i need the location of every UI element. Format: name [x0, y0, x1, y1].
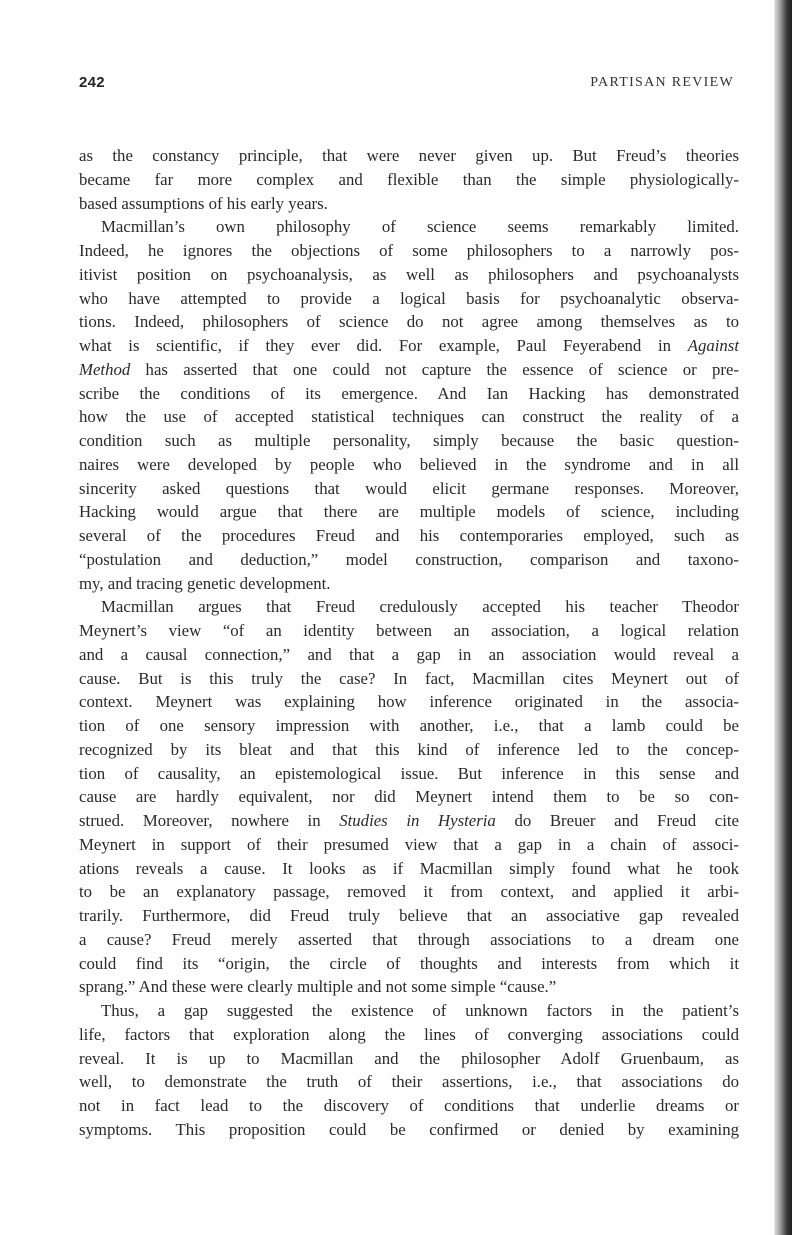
text-line — [79, 144, 739, 168]
journal-title: PARTISAN REVIEW — [590, 75, 734, 90]
text-line — [79, 548, 739, 572]
text-line — [79, 1070, 739, 1094]
text-segment: condition such as multiple personality, simply because the basic question- — [79, 431, 739, 450]
text-line — [79, 287, 739, 311]
text-line — [79, 785, 739, 809]
text-segment: do Breuer and Freud cite — [495, 811, 739, 830]
text-line — [79, 310, 739, 334]
text-line — [79, 809, 739, 833]
text-line — [79, 215, 739, 239]
text-line — [79, 762, 739, 786]
text-line — [79, 239, 739, 263]
text-segment: symptoms. This proposition could be confirmed or denied by examining — [79, 1119, 739, 1139]
text-line — [79, 999, 739, 1023]
text-line — [79, 1094, 739, 1118]
text-segment: several of the procedures Freud and his contemporaries employed, such as — [79, 526, 739, 545]
italic-title: Studies in Hysteria — [339, 811, 496, 830]
text-segment: ations reveals a cause. It looks as if Macmillan simply found what he took — [79, 858, 739, 878]
text-line — [79, 714, 739, 738]
text-line — [79, 429, 739, 453]
text-segment: tions. Indeed, philosophers of science do not agree among themselves as to — [79, 312, 739, 332]
text-line — [79, 1047, 739, 1071]
text-segment: Macmillan’s own philosophy of science seems remarkably limited. — [101, 217, 739, 237]
text-line — [79, 667, 739, 691]
text-segment: Meynert in support of their presumed view that a gap in a chain of associ- — [79, 834, 739, 854]
text-segment: Thus, a gap suggested the existence of unknown factors in the patient’s — [101, 1001, 739, 1020]
text-segment: Hacking would argue that there are multiple models of science, including — [79, 502, 739, 522]
text-line — [79, 975, 739, 999]
text-line — [79, 643, 739, 667]
text-segment: sincerity asked questions that would elicit germane responses. Moreover, — [79, 478, 739, 498]
text-segment: itivist position on psychoanalysis, as well as philosophers and psychoanalysts — [79, 264, 739, 284]
italic-title: Method — [79, 359, 131, 379]
text-line — [79, 857, 739, 881]
body-text — [79, 144, 739, 1142]
text-segment: tion of one sensory impression with another, i.e., that a lamb could be — [79, 716, 739, 735]
italic-title: Against — [687, 336, 739, 355]
text-segment: reveal. It is up to Macmillan and the philosopher Adolf Gruenbaum, as — [79, 1048, 739, 1068]
text-segment: Macmillan argues that Freud credulously accepted his teacher Theodor — [101, 597, 739, 617]
text-segment: scribe the conditions of its emergence. And Ian Hacking has demonstrated — [79, 383, 739, 403]
text-line — [79, 619, 739, 643]
text-line — [79, 738, 739, 762]
text-segment: how the use of accepted statistical techniques can construct the reality of a — [79, 407, 739, 427]
text-segment: as the constancy principle, that were never given up. But Freud’s theories — [79, 146, 739, 165]
text-segment: tion of causality, an epistemological issue. But inference in this sense and — [79, 763, 739, 783]
text-segment: and a causal connection,” and that a gap in an association would reveal a — [79, 644, 739, 664]
text-line — [79, 192, 739, 216]
text-segment: strued. Moreover, nowhere in — [79, 811, 340, 830]
text-line — [79, 168, 739, 192]
text-segment: “postulation and deduction,” model construction, comparison and taxono- — [79, 549, 739, 569]
text-segment: what is scientific, if they ever did. For example, Paul Feyerabend in — [79, 336, 688, 355]
text-segment: has asserted that one could not capture the essence of science or pre- — [130, 359, 739, 379]
text-segment: could find its “origin, the circle of thoughts and interests from which it — [79, 953, 739, 973]
text-line — [79, 952, 739, 976]
text-line — [79, 1023, 739, 1047]
text-line — [79, 524, 739, 548]
text-line — [79, 334, 739, 358]
text-segment: sprang.” And these were clearly multiple and not some simple “cause.” — [79, 977, 557, 997]
text-segment: Indeed, he ignores the objections of some philosophers to a narrowly pos- — [79, 241, 739, 260]
text-line — [79, 928, 739, 952]
text-line — [79, 405, 739, 429]
text-segment: naires were developed by people who believed in the syndrome and in all — [79, 454, 739, 474]
text-line — [79, 880, 739, 904]
text-segment: based assumptions of his early years. — [79, 193, 328, 213]
text-line — [79, 382, 739, 406]
text-segment: trarily. Furthermore, did Freud truly believe that an associative gap revealed — [79, 906, 739, 925]
text-line — [79, 1118, 739, 1142]
text-line — [79, 833, 739, 857]
text-line — [79, 263, 739, 287]
page-number: 242 — [79, 74, 105, 91]
text-segment: Meynert’s view “of an identity between an association, a logical relation — [79, 621, 739, 640]
text-segment: context. Meynert was explaining how inference originated in the associa- — [79, 692, 739, 712]
text-line — [79, 500, 739, 524]
text-segment: a cause? Freud merely asserted that through associations to a dream one — [79, 929, 739, 949]
running-head — [79, 74, 734, 96]
text-line — [79, 358, 739, 382]
text-segment: became far more complex and flexible than the simple physiologically- — [79, 169, 739, 189]
text-segment: to be an explanatory passage, removed it from context, and applied it arbi- — [79, 882, 739, 902]
text-segment: cause are hardly equivalent, nor did Meynert intend them to be so con- — [79, 787, 739, 807]
text-segment: life, factors that exploration along the lines of converging associations could — [79, 1024, 739, 1044]
text-line — [79, 690, 739, 714]
text-line — [79, 477, 739, 501]
text-line — [79, 453, 739, 477]
text-segment: not in fact lead to the discovery of conditions that underlie dreams or — [79, 1096, 739, 1115]
text-segment: my, and tracing genetic development. — [79, 573, 331, 593]
text-segment: cause. But is this truly the case? In fact, Macmillan cites Meynert out of — [79, 668, 739, 688]
text-segment: well, to demonstrate the truth of their assertions, i.e., that associations do — [79, 1072, 739, 1092]
text-line — [79, 572, 739, 596]
book-spine-shadow — [774, 0, 792, 1235]
text-segment: who have attempted to provide a logical basis for psychoanalytic observa- — [79, 288, 739, 308]
text-segment: recognized by its bleat and that this kind of inference led to the concep- — [79, 739, 739, 759]
text-line — [79, 595, 739, 619]
text-line — [79, 904, 739, 928]
